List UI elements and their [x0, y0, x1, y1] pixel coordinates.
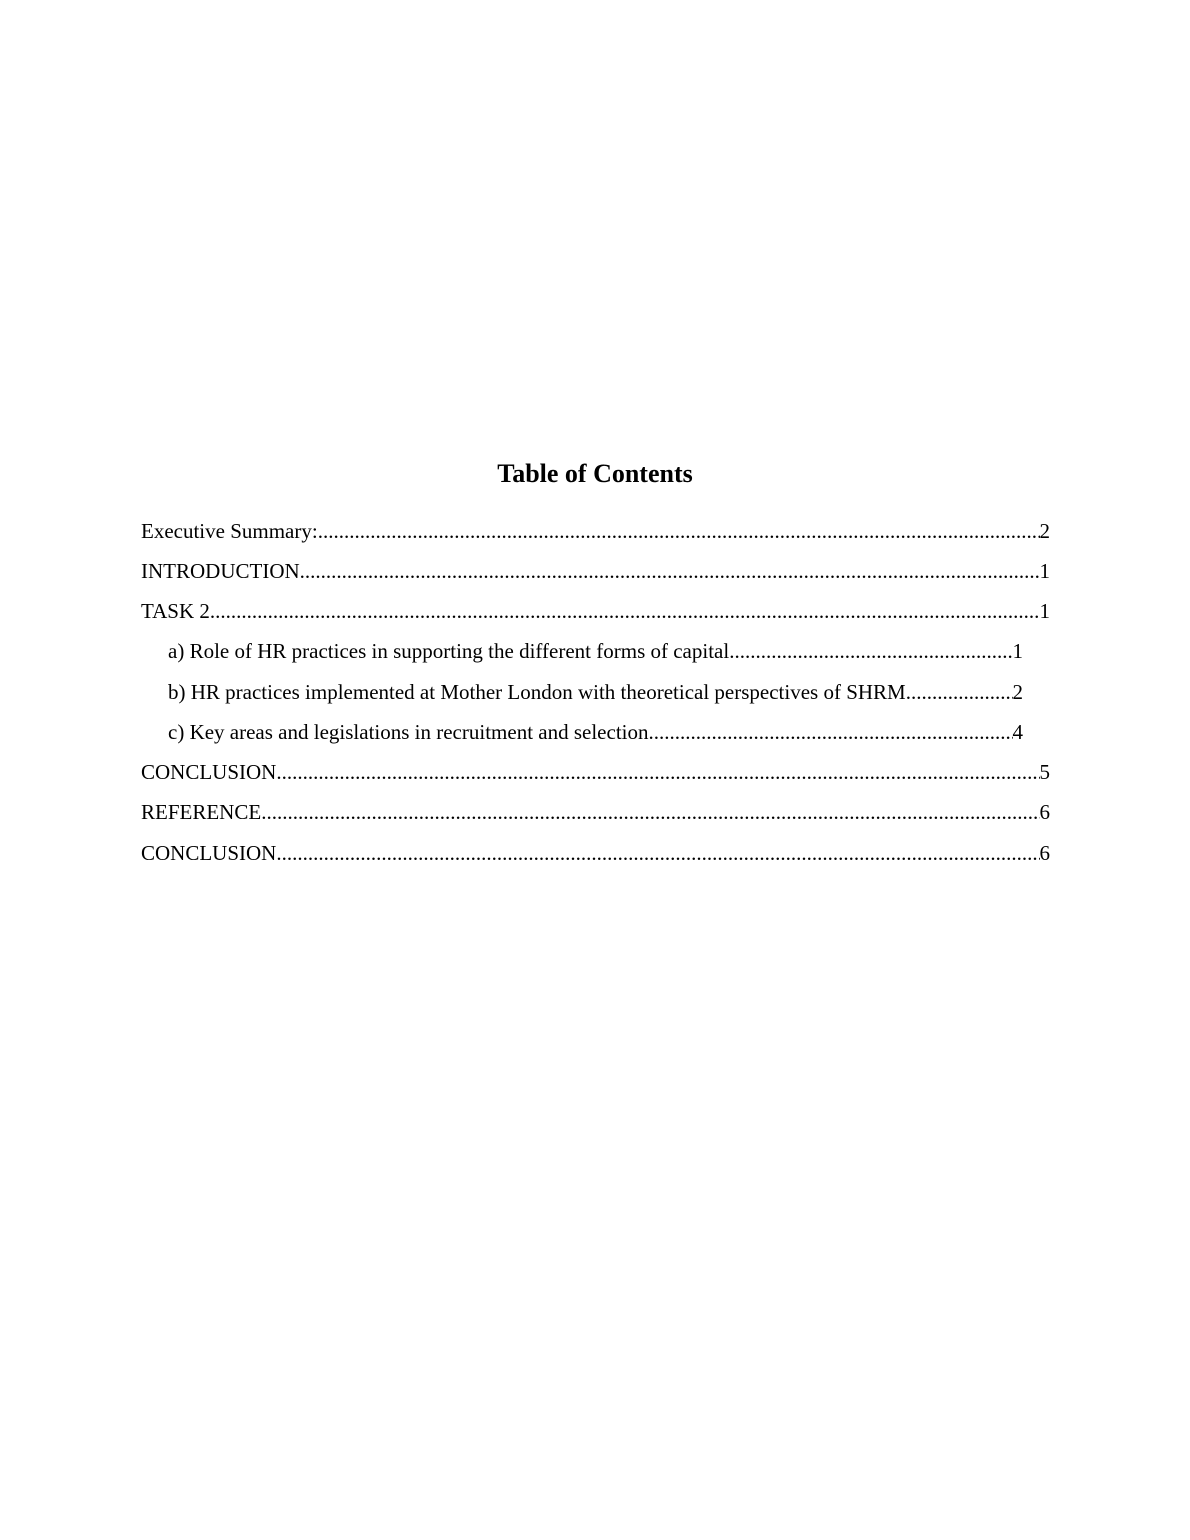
toc-entry-label: Executive Summary:	[141, 519, 318, 543]
toc-entry-page: 2	[1012, 680, 1023, 704]
toc-entry-task-2b[interactable]	[168, 678, 1023, 706]
toc-entry-label: INTRODUCTION	[141, 559, 300, 583]
dot-leader	[300, 557, 1040, 585]
dot-leader	[276, 839, 1039, 867]
toc-entry-page: 6	[1039, 800, 1050, 824]
toc-entry-page: 1	[1039, 559, 1050, 583]
dot-leader	[276, 758, 1039, 786]
toc-entry-label: CONCLUSION	[141, 841, 277, 865]
toc-entry-conclusion-2[interactable]	[141, 839, 1050, 867]
toc-entry-task-2c[interactable]	[168, 718, 1023, 746]
toc-title: Table of Contents	[497, 459, 693, 488]
toc-entry-label: a) Role of HR practices in supporting the different forms of capital	[168, 639, 730, 663]
toc-entry-label: c) Key areas and legislations in recruitment and selection	[168, 720, 649, 744]
toc-entry-label: TASK 2	[141, 599, 210, 623]
dot-leader	[261, 798, 1039, 826]
toc-entry-label: CONCLUSION	[141, 760, 277, 784]
toc-entry-page: 6	[1039, 841, 1050, 865]
dot-leader	[906, 678, 1013, 706]
toc-entry-page: 2	[1039, 519, 1050, 543]
toc-entry-page: 1	[1039, 599, 1050, 623]
toc-entry-reference[interactable]	[141, 798, 1050, 826]
toc-entry-page: 1	[1012, 639, 1023, 663]
toc-entry-task-2a[interactable]	[168, 637, 1023, 665]
toc-entry-page: 5	[1039, 760, 1050, 784]
toc-entry-executive-summary[interactable]	[141, 517, 1050, 545]
toc-entry-label: REFERENCE	[141, 800, 262, 824]
toc-entry-task-2[interactable]	[141, 597, 1050, 625]
toc-entry-conclusion[interactable]	[141, 758, 1050, 786]
dot-leader	[318, 517, 1040, 545]
toc-entry-introduction[interactable]	[141, 557, 1050, 585]
dot-leader	[649, 718, 1013, 746]
dot-leader	[729, 637, 1012, 665]
toc-entry-label: b) HR practices implemented at Mother London with theoretical perspectives of SHRM	[168, 680, 906, 704]
toc-entry-page: 4	[1012, 720, 1023, 744]
dot-leader	[210, 597, 1040, 625]
